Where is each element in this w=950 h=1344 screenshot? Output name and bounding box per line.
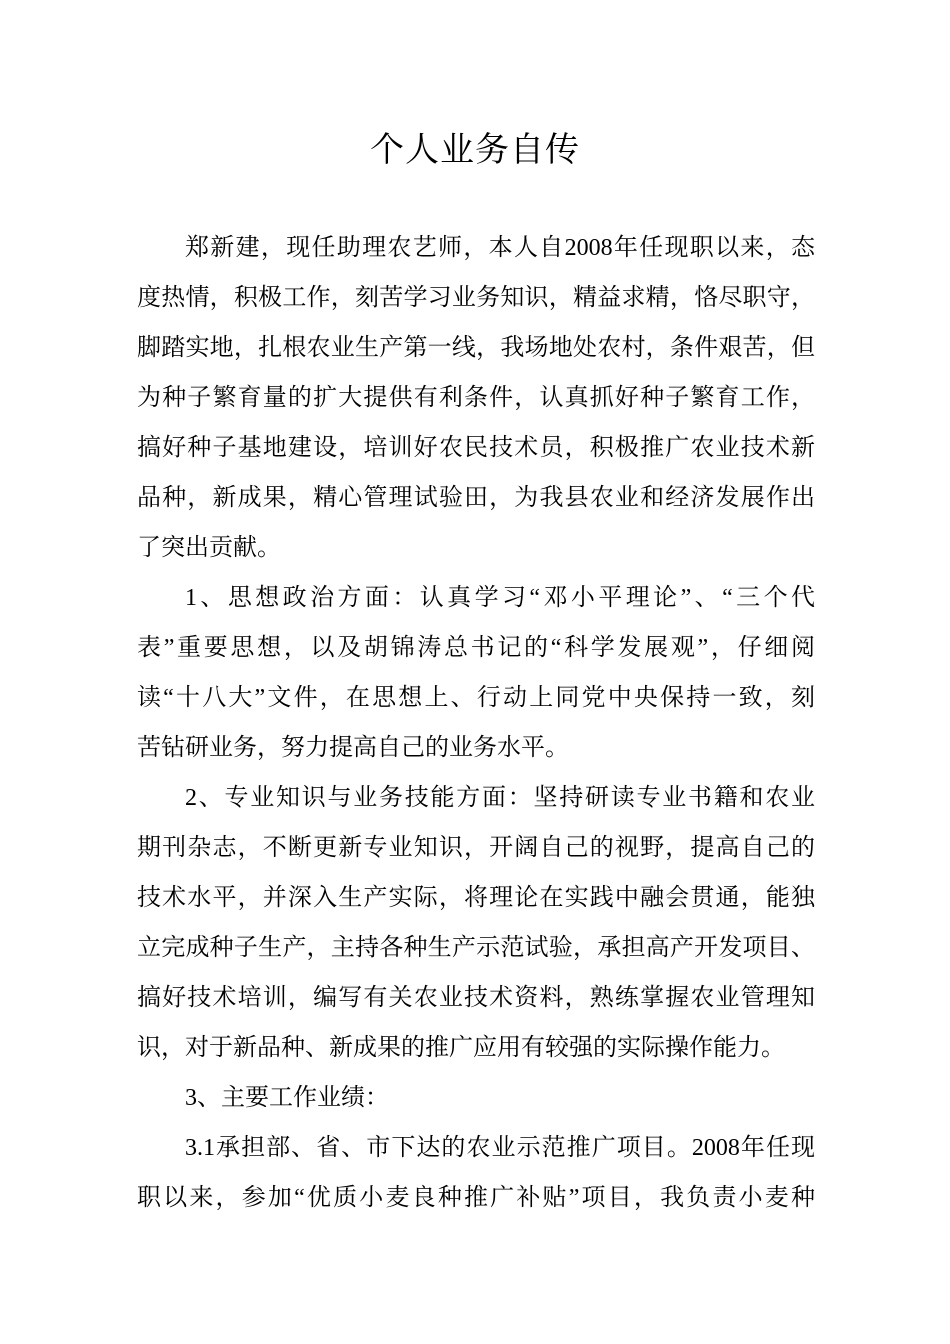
text-line: 读“十八大”文件，在思想上、行动上同党中央保持一致，刻: [137, 685, 815, 711]
document-title: 个人业务自传: [370, 130, 580, 170]
document-body: [137, 223, 815, 1223]
text-line: 郑新建，现任助理农艺师，本人自2008年任现职以来，态: [185, 235, 815, 261]
text-line: 立完成种子生产，主持各种生产示范试验，承担高产开发项目、: [137, 935, 815, 961]
text-line: 职以来，参加“优质小麦良种推广补贴”项目，我负责小麦种: [137, 1185, 815, 1211]
text-line: 识，对于新品种、新成果的推广应用有较强的实际操作能力。: [137, 1035, 785, 1061]
paragraph-projects: [137, 1123, 815, 1223]
text-line: 3、主要工作业绩：: [185, 1085, 389, 1111]
text-line: 期刊杂志，不断更新专业知识，开阔自己的视野，提高自己的: [137, 835, 815, 861]
text-line: 为种子繁育量的扩大提供有利条件，认真抓好种子繁育工作，: [137, 385, 815, 411]
text-line: 品种，新成果，精心管理试验田，为我县农业和经济发展作出: [137, 485, 815, 511]
text-line: 1、思想政治方面：认真学习“邓小平理论”、“三个代: [185, 585, 815, 611]
text-line: 表”重要思想，以及胡锦涛总书记的“科学发展观”，仔细阅: [137, 635, 815, 661]
paragraph-achievements-heading: [137, 1073, 815, 1123]
text-line: 搞好种子基地建设，培训好农民技术员，积极推广农业技术新: [137, 435, 815, 461]
text-line: 2、专业知识与业务技能方面：坚持研读专业书籍和农业: [185, 785, 815, 811]
text-line: 苦钻研业务，努力提高自己的业务水平。: [137, 735, 569, 761]
text-line: 3.1承担部、省、市下达的农业示范推广项目。2008年任现: [185, 1135, 815, 1161]
paragraph-professional: [137, 773, 815, 1073]
text-line: 脚踏实地，扎根农业生产第一线，我场地处农村，条件艰苦，但: [137, 335, 815, 361]
paragraph-political: [137, 573, 815, 773]
text-line: 了突出贡献。: [137, 535, 281, 561]
paragraph-intro: [137, 223, 815, 573]
text-line: 度热情，积极工作，刻苦学习业务知识，精益求精，恪尽职守，: [137, 285, 815, 311]
text-line: 技术水平，并深入生产实际，将理论在实践中融会贯通，能独: [137, 885, 815, 911]
text-line: 搞好技术培训，编写有关农业技术资料，熟练掌握农业管理知: [137, 985, 815, 1011]
